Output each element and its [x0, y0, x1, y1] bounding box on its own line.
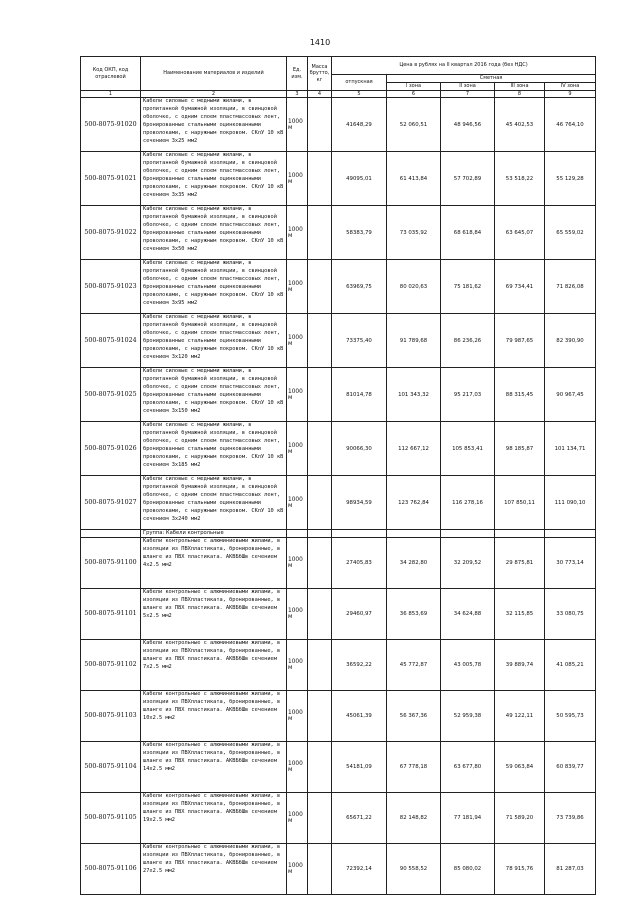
price-zone-1: 52 060,51 [387, 98, 441, 152]
column-numbers-row [81, 91, 596, 98]
material-name: Кабели силовые с медными жилами, в пропитанной бумажной изоляции, в свинцовой оболочке, с одним слоем пластмассовых лент, бронированные стальными оцинкованными проволоками, с наружным покровом. СКлУ 10 кВ сечением 3х25 мм2 [141, 98, 287, 152]
price-otpusknaya: 29460,97 [332, 589, 387, 640]
table-row [81, 793, 596, 844]
price-zone-1: 61 413,84 [387, 152, 441, 206]
group-row [81, 530, 596, 538]
mass-cell [308, 640, 332, 691]
header-zone-2: II зона [441, 83, 495, 91]
price-zone-2: 43 005,78 [441, 640, 495, 691]
price-otpusknaya: 36592,22 [332, 640, 387, 691]
header-zone-4: IV зона [545, 83, 596, 91]
price-zone-2: 68 618,84 [441, 206, 495, 260]
material-code: 500-8075-91020 [81, 98, 141, 152]
price-zone-1: 112 667,12 [387, 422, 441, 476]
table-row [81, 260, 596, 314]
price-zone-2: 48 946,56 [441, 98, 495, 152]
header-code: Код ОКП, код отраслевой [81, 57, 141, 91]
price-zone-3: 78 915,76 [495, 844, 545, 895]
header-zone-1: I зона [387, 83, 441, 91]
mass-cell [308, 206, 332, 260]
material-code: 500-8075-91027 [81, 476, 141, 530]
unit-cell: 1000 м [287, 422, 308, 476]
table-row [81, 538, 596, 589]
price-zone-4: 50 595,73 [545, 691, 596, 742]
price-zone-2: 32 209,52 [441, 538, 495, 589]
price-zone-3: 98 185,87 [495, 422, 545, 476]
price-table [80, 56, 596, 895]
price-zone-4: 111 090,10 [545, 476, 596, 530]
price-otpusknaya: 72392,14 [332, 844, 387, 895]
material-name: Кабели контрольные с алюминиевыми жилами, в изоляции из ПВХпластиката, бронированные, в шланге из ПВХ пластиката. АКВБбШв сечением 27х2.5 мм2 [141, 844, 287, 895]
price-zone-1: 67 778,18 [387, 742, 441, 793]
column-number: 5 [332, 91, 387, 98]
mass-cell [308, 98, 332, 152]
price-zone-3: 53 518,22 [495, 152, 545, 206]
unit-cell: 1000 м [287, 152, 308, 206]
material-name: Кабели контрольные с алюминиевыми жилами, в изоляции из ПВХпластиката, бронированные, в шланге из ПВХ пластиката. АКВБбШв сечением 7х2.5 мм2 [141, 640, 287, 691]
header-smetnaya: Сметная [387, 75, 596, 83]
column-number: 8 [495, 91, 545, 98]
price-zone-2: 75 181,62 [441, 260, 495, 314]
price-otpusknaya: 49095,01 [332, 152, 387, 206]
price-zone-3: 29 875,81 [495, 538, 545, 589]
price-zone-2: 77 181,94 [441, 793, 495, 844]
material-name: Кабели контрольные с алюминиевыми жилами, в изоляции из ПВХпластиката, бронированные, в шланге из ПВХ пластиката. АКВБбШв сечением 10х2.5 мм2 [141, 691, 287, 742]
mass-cell [308, 476, 332, 530]
control-cables-section [81, 538, 596, 895]
material-name: Кабели контрольные с алюминиевыми жилами, в изоляции из ПВХпластиката, бронированные, в шланге из ПВХ пластиката. АКВБбШв сечением 19х2.5 мм2 [141, 793, 287, 844]
material-code: 500-8075-91021 [81, 152, 141, 206]
unit-cell: 1000 м [287, 640, 308, 691]
unit-cell: 1000 м [287, 206, 308, 260]
price-otpusknaya: 54181,09 [332, 742, 387, 793]
table-row [81, 98, 596, 152]
mass-cell [308, 260, 332, 314]
price-zone-2: 95 217,03 [441, 368, 495, 422]
price-zone-4: 90 967,45 [545, 368, 596, 422]
price-zone-3: 63 645,07 [495, 206, 545, 260]
price-zone-2: 105 853,41 [441, 422, 495, 476]
unit-cell: 1000 м [287, 691, 308, 742]
price-zone-3: 32 115,85 [495, 589, 545, 640]
price-zone-1: 80 020,63 [387, 260, 441, 314]
price-zone-4: 41 085,21 [545, 640, 596, 691]
group-label: Группа: Кабели контрольные [141, 530, 287, 538]
material-code: 500-8075-91101 [81, 589, 141, 640]
price-zone-4: 82 390,90 [545, 314, 596, 368]
price-zone-1: 73 035,92 [387, 206, 441, 260]
price-zone-3: 45 402,53 [495, 98, 545, 152]
price-zone-3: 79 987,65 [495, 314, 545, 368]
material-name: Кабели силовые с медными жилами, в пропитанной бумажной изоляции, в свинцовой оболочке, с одним слоем пластмассовых лент, бронированные стальными оцинкованными проволоками, с наружным покровом. СКлУ 10 кВ сечением 3х50 мм2 [141, 206, 287, 260]
table-row [81, 844, 596, 895]
price-zone-2: 85 080,02 [441, 844, 495, 895]
price-zone-1: 82 148,82 [387, 793, 441, 844]
unit-cell: 1000 м [287, 314, 308, 368]
material-name: Кабели силовые с медными жилами, в пропитанной бумажной изоляции, в свинцовой оболочке, с одним слоем пластмассовых лент, бронированные стальными оцинкованными проволоками, с наружным покровом. СКлУ 10 кВ сечением 3х150 мм2 [141, 368, 287, 422]
column-number: 4 [308, 91, 332, 98]
material-name: Кабели контрольные с алюминиевыми жилами, в изоляции из ПВХпластиката, бронированные, в шланге из ПВХ пластиката. АКВБбШв сечением 5х2.5 мм2 [141, 589, 287, 640]
unit-cell: 1000 м [287, 844, 308, 895]
mass-cell [308, 691, 332, 742]
table-row [81, 206, 596, 260]
header-price-title: Цена в рублях на II квартал 2016 года (без НДС) [332, 57, 596, 75]
unit-cell: 1000 м [287, 589, 308, 640]
page-number: 1410 [309, 38, 331, 47]
price-zone-3: 71 589,20 [495, 793, 545, 844]
power-cables-section [81, 98, 596, 530]
price-zone-2: 57 702,89 [441, 152, 495, 206]
price-zone-1: 90 558,52 [387, 844, 441, 895]
price-zone-1: 36 853,69 [387, 589, 441, 640]
header-mass: Масса брутто, кг [308, 57, 332, 91]
table-row [81, 476, 596, 530]
price-zone-3: 49 122,11 [495, 691, 545, 742]
material-code: 500-8075-91024 [81, 314, 141, 368]
mass-cell [308, 589, 332, 640]
price-zone-4: 81 287,03 [545, 844, 596, 895]
price-zone-2: 52 959,38 [441, 691, 495, 742]
unit-cell: 1000 м [287, 538, 308, 589]
material-code: 500-8075-91100 [81, 538, 141, 589]
mass-cell [308, 152, 332, 206]
price-zone-1: 91 789,68 [387, 314, 441, 368]
price-zone-1: 34 282,80 [387, 538, 441, 589]
column-number: 7 [441, 91, 495, 98]
price-otpusknaya: 90066,30 [332, 422, 387, 476]
mass-cell [308, 422, 332, 476]
unit-cell: 1000 м [287, 260, 308, 314]
table-row [81, 589, 596, 640]
price-zone-3: 107 850,11 [495, 476, 545, 530]
mass-cell [308, 844, 332, 895]
header-zone-3: III зона [495, 83, 545, 91]
header-unit: Ед. изм. [287, 57, 308, 91]
price-zone-2: 63 677,80 [441, 742, 495, 793]
price-zone-1: 45 772,87 [387, 640, 441, 691]
price-otpusknaya: 98934,59 [332, 476, 387, 530]
column-number: 6 [387, 91, 441, 98]
material-name: Кабели контрольные с алюминиевыми жилами, в изоляции из ПВХпластиката, бронированные, в шланге из ПВХ пластиката. АКВБбШв сечением 14х2.5 мм2 [141, 742, 287, 793]
price-zone-1: 123 762,84 [387, 476, 441, 530]
table-row [81, 422, 596, 476]
unit-cell: 1000 м [287, 368, 308, 422]
price-otpusknaya: 65671,22 [332, 793, 387, 844]
material-code: 500-8075-91026 [81, 422, 141, 476]
material-name: Кабели силовые с медными жилами, в пропитанной бумажной изоляции, в свинцовой оболочке, с одним слоем пластмассовых лент, бронированные стальными оцинкованными проволоками, с наружным покровом. СКлУ 10 кВ сечением 3х240 мм2 [141, 476, 287, 530]
price-zone-1: 101 343,32 [387, 368, 441, 422]
price-zone-2: 116 278,16 [441, 476, 495, 530]
mass-cell [308, 538, 332, 589]
price-zone-3: 88 315,45 [495, 368, 545, 422]
price-zone-4: 101 134,71 [545, 422, 596, 476]
unit-cell: 1000 м [287, 742, 308, 793]
price-otpusknaya: 41648,29 [332, 98, 387, 152]
mass-cell [308, 368, 332, 422]
table-header [81, 57, 596, 98]
header-otpusknaya: отпускная [332, 75, 387, 91]
material-name: Кабели силовые с медными жилами, в пропитанной бумажной изоляции, в свинцовой оболочке, с одним слоем пластмассовых лент, бронированные стальными оцинкованными проволоками, с наружным покровом. СКлУ 10 кВ сечением 3х185 мм2 [141, 422, 287, 476]
price-otpusknaya: 27405,83 [332, 538, 387, 589]
price-otpusknaya: 81014,78 [332, 368, 387, 422]
table-row [81, 152, 596, 206]
unit-cell: 1000 м [287, 98, 308, 152]
price-zone-3: 69 734,41 [495, 260, 545, 314]
material-code: 500-8075-91106 [81, 844, 141, 895]
material-code: 500-8075-91104 [81, 742, 141, 793]
table-row [81, 640, 596, 691]
table-row [81, 691, 596, 742]
price-otpusknaya: 45061,39 [332, 691, 387, 742]
price-zone-4: 71 826,08 [545, 260, 596, 314]
column-number: 1 [81, 91, 141, 98]
price-zone-4: 30 773,14 [545, 538, 596, 589]
material-code: 500-8075-91102 [81, 640, 141, 691]
material-code: 500-8075-91023 [81, 260, 141, 314]
price-zone-2: 86 236,26 [441, 314, 495, 368]
unit-cell: 1000 м [287, 793, 308, 844]
table-row [81, 368, 596, 422]
unit-cell: 1000 м [287, 476, 308, 530]
material-name: Кабели силовые с медными жилами, в пропитанной бумажной изоляции, в свинцовой оболочке, с одним слоем пластмассовых лент, бронированные стальными оцинкованными проволоками, с наружным покровом. СКлУ 10 кВ сечением 3х35 мм2 [141, 152, 287, 206]
header-name: Наименование материалов и изделий [141, 57, 287, 91]
price-zone-4: 46 764,10 [545, 98, 596, 152]
material-code: 500-8075-91022 [81, 206, 141, 260]
table-row [81, 742, 596, 793]
control-group-section [81, 530, 596, 538]
mass-cell [308, 793, 332, 844]
price-zone-4: 65 559,02 [545, 206, 596, 260]
table-row [81, 314, 596, 368]
material-name: Кабели силовые с медными жилами, в пропитанной бумажной изоляции, в свинцовой оболочке, с одним слоем пластмассовых лент, бронированные стальными оцинкованными проволоками, с наружным покровом. СКлУ 10 кВ сечением 3х95 мм2 [141, 260, 287, 314]
material-code: 500-8075-91103 [81, 691, 141, 742]
price-zone-4: 55 129,28 [545, 152, 596, 206]
mass-cell [308, 742, 332, 793]
column-number: 2 [141, 91, 287, 98]
price-zone-4: 33 080,75 [545, 589, 596, 640]
column-number: 9 [545, 91, 596, 98]
price-otpusknaya: 63969,75 [332, 260, 387, 314]
mass-cell [308, 314, 332, 368]
material-name: Кабели контрольные с алюминиевыми жилами, в изоляции из ПВХпластиката, бронированные, в шланге из ПВХ пластиката. АКВБбШв сечением 4х2.5 мм2 [141, 538, 287, 589]
material-name: Кабели силовые с медными жилами, в пропитанной бумажной изоляции, в свинцовой оболочке, с одним слоем пластмассовых лент, бронированные стальными оцинкованными проволоками, с наружным покровом. СКлУ 10 кВ сечением 3х120 мм2 [141, 314, 287, 368]
material-code: 500-8075-91025 [81, 368, 141, 422]
price-zone-3: 39 889,74 [495, 640, 545, 691]
price-zone-1: 56 367,36 [387, 691, 441, 742]
price-zone-4: 60 839,77 [545, 742, 596, 793]
price-otpusknaya: 58383,79 [332, 206, 387, 260]
material-code: 500-8075-91105 [81, 793, 141, 844]
price-zone-2: 34 624,88 [441, 589, 495, 640]
price-zone-3: 59 063,84 [495, 742, 545, 793]
column-number: 3 [287, 91, 308, 98]
price-zone-4: 73 739,86 [545, 793, 596, 844]
price-otpusknaya: 73375,40 [332, 314, 387, 368]
